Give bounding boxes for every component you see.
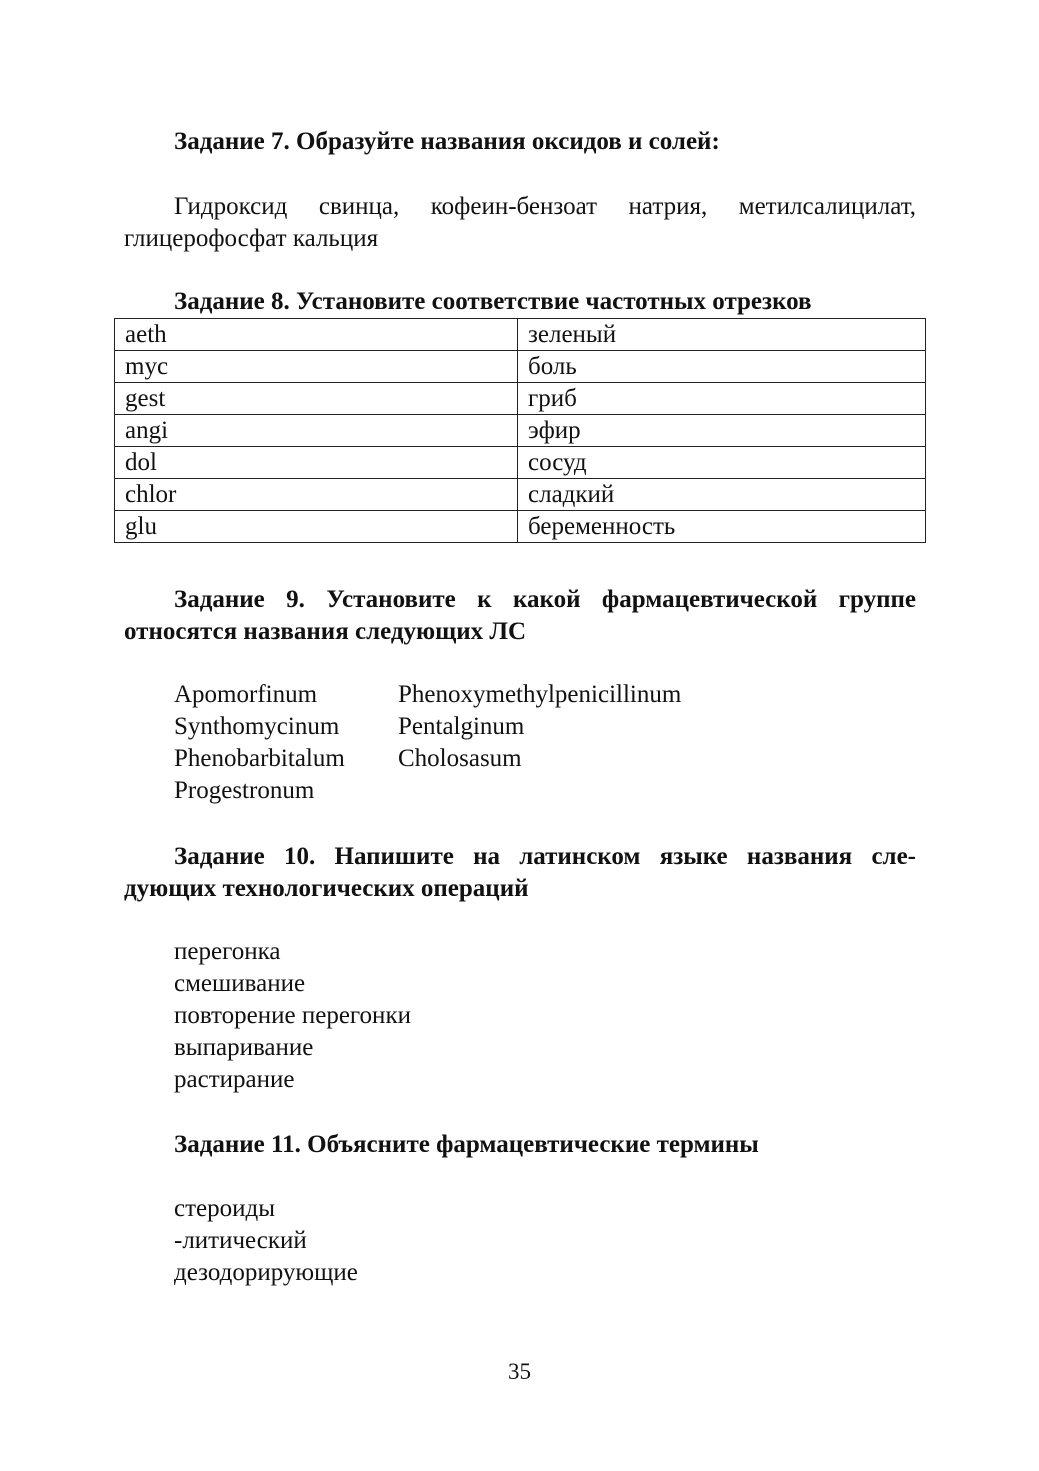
drug-name: Cholosasum: [398, 745, 522, 772]
list-item: [174, 711, 681, 743]
drug-name: Phenobarbitalum: [174, 745, 345, 772]
drug-name: Progestronum: [174, 777, 315, 804]
drug-name: Synthomycinum: [174, 713, 340, 740]
task8-heading: Задание 8. Установите соответствие частотных отрезков: [174, 288, 812, 315]
list-item: перегонка: [174, 938, 281, 965]
table-cell-fragment: gest: [115, 383, 518, 415]
table-row: [115, 383, 926, 415]
list-item: растирание: [174, 1066, 295, 1093]
list-item: смешивание: [174, 970, 306, 997]
table-cell-fragment: angi: [115, 415, 518, 447]
table-cell-fragment: glu: [115, 511, 518, 543]
task9-heading: [124, 584, 916, 648]
table-cell-meaning: гриб: [518, 383, 926, 415]
table-row: [115, 415, 926, 447]
task9-heading-line1: Задание 9. Установите к какой фармацевтической группе: [174, 586, 916, 613]
table-cell-fragment: myc: [115, 351, 518, 383]
task10-heading-line2: дующих технологических операций: [124, 875, 529, 902]
task7-text: Гидроксид свинца, кофеин-бензоат натрия, метилсалицилат, глицерофосфат кальция: [124, 193, 916, 252]
drug-list: [174, 679, 681, 807]
list-item: стероиды: [174, 1195, 276, 1222]
page-number: 35: [508, 1359, 531, 1384]
list-item: повторение перегонки: [174, 1002, 411, 1029]
task7-heading: Задание 7. Образуйте названия оксидов и солей:: [174, 128, 720, 155]
table-row: [115, 319, 926, 351]
task11-heading: Задание 11. Объясните фармацевтические термины: [174, 1131, 759, 1158]
list-item: [174, 743, 681, 775]
table-row: [115, 351, 926, 383]
terms-list: [174, 1193, 358, 1289]
table-cell-meaning: эфир: [518, 415, 926, 447]
drug-name: Pentalginum: [398, 713, 525, 740]
list-item: -литический: [174, 1227, 307, 1254]
task10-heading: [124, 841, 916, 905]
table-cell-fragment: aeth: [115, 319, 518, 351]
table-cell-meaning: сладкий: [518, 479, 926, 511]
list-item: выпаривание: [174, 1034, 314, 1061]
list-item: [174, 775, 681, 807]
table-cell-meaning: сосуд: [518, 447, 926, 479]
list-item: дезодорирующие: [174, 1259, 358, 1286]
table-cell-meaning: боль: [518, 351, 926, 383]
task10-heading-line1: Задание 10. Напишите на латинском языке названия сле-: [174, 843, 916, 870]
matching-table: [114, 318, 926, 543]
task9-heading-line2: относятся названия следующих ЛС: [124, 618, 527, 645]
table-cell-meaning: беременность: [518, 511, 926, 543]
drug-name: Apomorfinum: [174, 681, 318, 708]
table-row: [115, 447, 926, 479]
drug-name: Phenoxymethylpenicillinum: [398, 681, 682, 708]
table-row: [115, 479, 926, 511]
list-item: [174, 679, 681, 711]
table-cell-fragment: chlor: [115, 479, 518, 511]
table-cell-fragment: dol: [115, 447, 518, 479]
table-cell-meaning: зеленый: [518, 319, 926, 351]
table-row: [115, 511, 926, 543]
operations-list: [174, 936, 411, 1096]
